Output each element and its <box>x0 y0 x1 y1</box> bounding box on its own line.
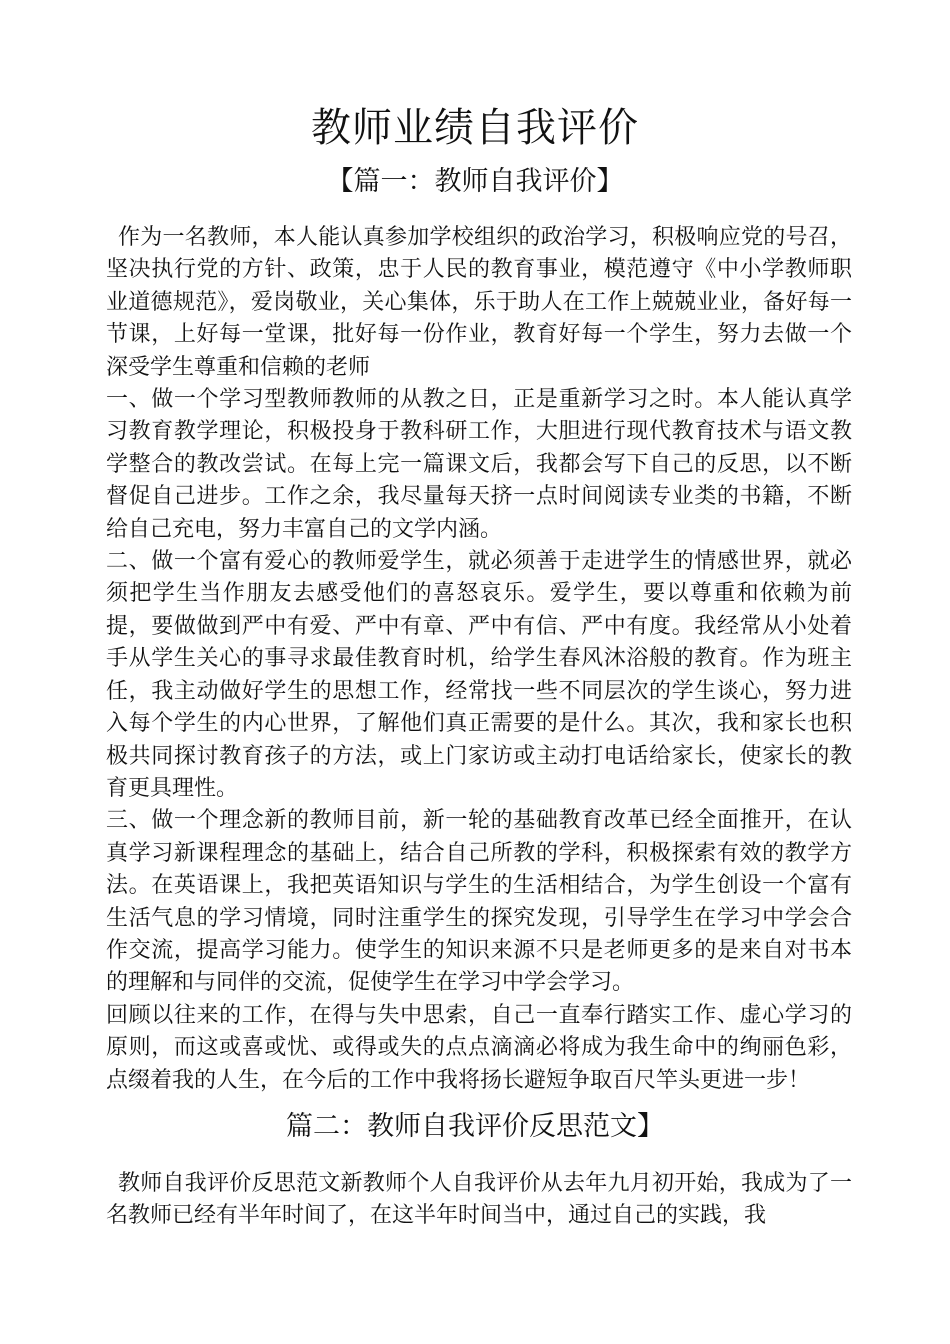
section1-heading: 【篇一：教师自我评价】 <box>326 166 624 197</box>
section1-point1-paragraph: 一、做一个学习型教师教师的从教之日，正是重新学习之时。本人能认真学习教育教学理论，积极投身于教科研工作，大胆进行现代教育技术与语文教学整合的教改尝试。在每上完一篇课文后，我都会写下自己的反思，以不断督促自己进步。工作之余，我尽量每天挤一点时间阅读专业类的书籍，不断给自己充电，努力丰富自己的文学内涵。 <box>106 387 852 542</box>
section2-heading: 篇二：教师自我评价反思范文】 <box>286 1111 664 1142</box>
section1-conclusion-paragraph: 回顾以往来的工作，在得与失中思索，自己一直奉行踏实工作、虚心学习的原则，而这或喜或忧、或得或失的点点滴滴必将成为我生命中的绚丽色彩，点缀着我的人生，在今后的工作中我将扬长避短争取百尺竿头更进一步！ <box>106 1002 852 1093</box>
section1-intro-paragraph: 作为一名教师，本人能认真参加学校组织的政治学习，积极响应党的号召，坚决执行党的方针、政策，忠于人民的教育事业，模范遵守《中小学教师职业道德规范》，爱岗敬业，关心集体，乐于助人在工作上兢兢业业，备好每一节课，上好每一堂课，批好每一份作业，教育好每一个学生，努力去做一个深受学生尊重和信赖的老师 <box>106 225 852 380</box>
section1-point2-paragraph: 二、做一个富有爱心的教师爱学生，就必须善于走进学生的情感世界，就必须把学生当作朋友去感受他们的喜怒哀乐。爱学生，要以尊重和依赖为前提，要做做到严中有爱、严中有章、严中有信、严中有度。我经常从小处着手从学生关心的事寻求最佳教育时机，给学生春风沐浴般的教育。作为班主任，我主动做好学生的思想工作，经常找一些不同层次的学生谈心，努力进入每个学生的内心世界，了解他们真正需要的是什么。其次，我和家长也积极共同探讨教育孩子的方法，或上门家访或主动打电话给家长，使家长的教育更具理性。 <box>106 549 852 801</box>
section2-body <box>106 1168 852 1233</box>
section2-intro-paragraph: 教师自我评价反思范文新教师个人自我评价从去年九月初开始，我成为了一名教师已经有半年时间了，在这半年时间当中，通过自己的实践，我 <box>106 1171 852 1229</box>
section1-point3-paragraph: 三、做一个理念新的教师目前，新一轮的基础教育改革已经全面推开，在认真学习新课程理念的基础上，结合自己所教的学科，积极探索有效的教学方法。在英语课上，我把英语知识与学生的生活相结合，为学生创设一个富有生活气息的学习情境，同时注重学生的探究发现，引导学生在学习中学会合作交流，提高学习能力。使学生的知识来源不只是老师更多的是来自对书本的理解和与同伴的交流，促使学生在学习中学会学习。 <box>106 808 852 996</box>
section1-body <box>106 222 852 1097</box>
document-title: 教师业绩自我评价 <box>311 105 639 151</box>
